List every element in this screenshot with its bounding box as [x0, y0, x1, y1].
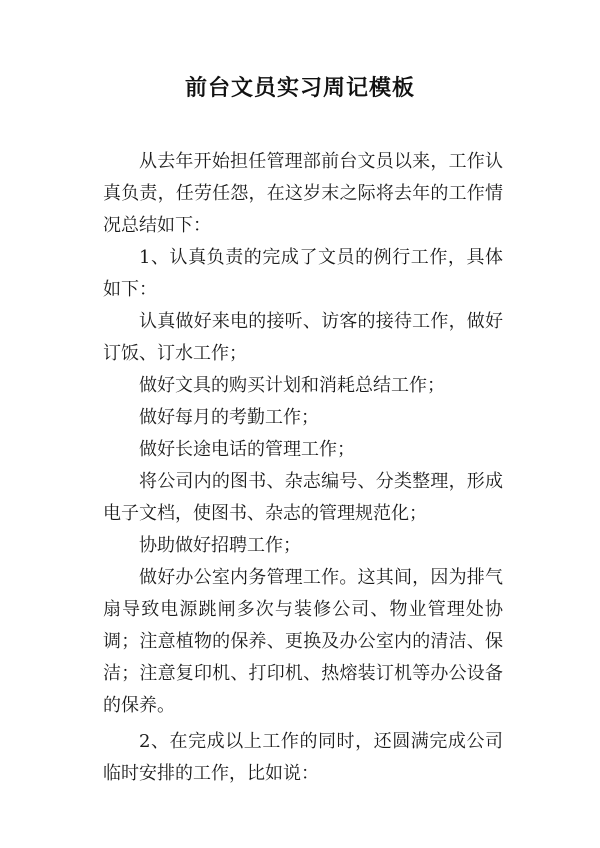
paragraph-long-distance: 做好长途电话的管理工作； — [139, 439, 355, 460]
paragraph-item-2: 2、在完成以上工作的同时，还圆满完成公司临时安排的工作，比如说： — [103, 731, 503, 784]
paragraph-item-1: 1、认真负责的完成了文员的例行工作，具体如下： — [103, 247, 503, 300]
paragraph-phone-reception: 认真做好来电的接听、访客的接待工作，做好订饭、订水工作； — [103, 311, 503, 364]
paragraph-stationery: 做好文具的购买计划和消耗总结工作； — [139, 375, 445, 396]
paragraph-intro: 从去年开始担任管理部前台文员以来，工作认真负责，任劳任怨，在这岁末之际将去年的工作情况总结如下： — [103, 151, 503, 236]
paragraph-library: 将公司内的图书、杂志编号、分类整理，形成电子文档，使图书、杂志的管理规范化； — [103, 471, 503, 524]
document-title: 前台文员实习周记模板 — [184, 76, 415, 101]
paragraph-office-affairs: 做好办公室内务管理工作。这其间，因为排气扇导致电源跳闸多次与装修公司、物业管理处协调；注意植物的保养、更换及办公室内的清洁、保洁；注意复印机、打印机、热熔装订机等办公设备的保养。 — [103, 567, 503, 716]
paragraph-recruiting: 协助做好招聘工作； — [139, 535, 301, 556]
paragraph-attendance: 做好每月的考勤工作； — [139, 407, 319, 428]
document-body — [103, 146, 503, 790]
